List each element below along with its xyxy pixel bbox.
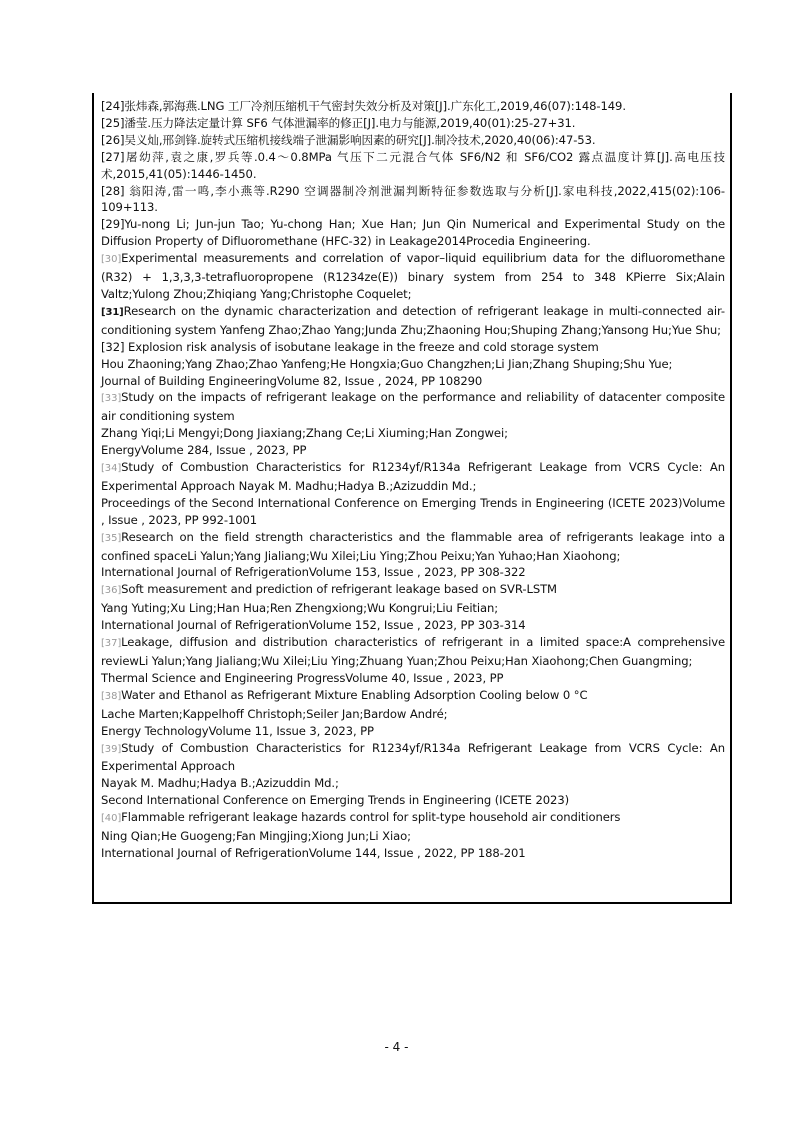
reference-number: [40] [101, 813, 122, 825]
reference-list [101, 98, 725, 862]
reference-text: International Journal of RefrigerationVolume 153, Issue , 2023, PP 308-322 [101, 565, 526, 580]
reference-line [101, 356, 725, 373]
reference-number: [36] [101, 585, 122, 597]
reference-text: [24]张炜森,郭海燕.LNG 工厂冷剂压缩机干气密封失效分析及对策[J].广东化工,2019,46(07):148-149. [101, 99, 626, 113]
reference-text: Research on the field strength characteristics and the flammable area of refrigerants leakage into a confined spaceLi Yalun;Yang Jialiang;Wu Xilei;Liu Ying;Zhou Peixu;Yan Yuhao;Han Xiaohong; [101, 529, 725, 563]
reference-item [101, 740, 725, 810]
reference-item [101, 132, 725, 149]
reference-number: [31] [101, 306, 124, 318]
reference-text: Hou Zhaoning;Yang Zhao;Zhao Yanfeng;He Hongxia;Guo Changzhen;Li Jian;Zhang Shuping;Shu Yue; [101, 356, 673, 371]
reference-text: Experimental measurements and correlation of vapor–liquid equilibrium data for the difluoromethane (R32) + 1,3,3,3-tetrafluoropropene (R1234ze(E)) binary system from 254 to 348 KPierre Six;Alain Valtz;Yulong Zhou;Zhiqiang Yang;Christophe Coquelet; [101, 251, 725, 301]
reference-line [101, 581, 725, 600]
reference-line [101, 792, 725, 809]
reference-line [101, 98, 725, 115]
reference-number: [37] [101, 638, 122, 650]
reference-line [101, 809, 725, 828]
reference-item [101, 809, 725, 862]
reference-line [101, 740, 725, 776]
reference-line [101, 373, 725, 390]
reference-text: International Journal of RefrigerationVolume 152, Issue , 2023, PP 303-314 [101, 618, 526, 633]
reference-text: Water and Ethanol as Refrigerant Mixture Enabling Adsorption Cooling below 0 °C [121, 687, 588, 702]
reference-text: Flammable refrigerant leakage hazards control for split-type household air conditioners [121, 810, 621, 825]
reference-number: [33] [101, 393, 122, 405]
reference-line [101, 216, 725, 250]
reference-line [101, 775, 725, 792]
reference-text: [26]吴义灿,邢剑锋.旋转式压缩机接线端子泄漏影响因素的研究[J].制冷技术,2020,40(06):47-53. [101, 132, 596, 147]
reference-item [101, 216, 725, 250]
reference-item [101, 183, 725, 217]
reference-line [101, 706, 725, 723]
reference-text: Second International Conference on Emerging Trends in Engineering (ICETE 2023) [101, 793, 570, 808]
reference-item [101, 339, 725, 390]
reference-item [101, 98, 725, 115]
reference-item [101, 115, 725, 132]
reference-text: [25]潘莹.压力降法定量计算 SF6 气体泄漏率的修正[J].电力与能源,2019,40(01):25-27+31. [101, 115, 576, 130]
reference-number: [34] [101, 463, 122, 475]
reference-text: [27]屠幼萍,袁之康,罗兵等.0.4～0.8MPa 气压下二元混合气体 SF6/N2 和 SF6/CO2 露点温度计算[J].高电压技术,2015,41(05):1446-1450. [101, 149, 725, 181]
reference-text: Proceedings of the Second International Conference on Emerging Trends in Engineering (ICETE 2023)Volume , Issue , 2023, PP 992-1001 [101, 495, 725, 527]
reference-line [101, 634, 725, 670]
reference-line [101, 529, 725, 565]
reference-line [101, 389, 725, 425]
reference-line [101, 459, 725, 495]
reference-text: Leakage, diffusion and distribution characteristics of refrigerant in a limited space:A comprehensive reviewLi Yalun;Yang Jialiang;Wu Xilei;Liu Ying;Zhuang Yuan;Zhou Peixu;Han Xiaohong;Chen Guangming; [101, 635, 725, 668]
reference-line [101, 425, 725, 442]
reference-text: Thermal Science and Engineering ProgressVolume 40, Issue , 2023, PP [101, 670, 504, 685]
reference-line [101, 617, 725, 634]
reference-number: [38] [101, 690, 122, 702]
reference-line [101, 183, 725, 217]
reference-item [101, 529, 725, 582]
reference-number: [39] [101, 743, 122, 755]
reference-text: Energy TechnologyVolume 11, Issue 3, 2023, PP [101, 723, 374, 738]
reference-text: Lache Marten;Kappelhoff Christoph;Seiler Jan;Bardow André; [101, 706, 448, 721]
reference-number: [35] [101, 532, 122, 544]
reference-line [101, 442, 725, 459]
page-number: - 4 - [384, 1040, 409, 1054]
reference-item [101, 634, 725, 687]
reference-text: [29]Yu-nong Li; Jun-jun Tao; Yu-chong Han; Xue Han; Jun Qin Numerical and Experimental Study on the Diffusion Property of Difluoromethane (HFC-32) in Leakage2014Procedia Engineering. [101, 217, 725, 249]
reference-text: Study of Combustion Characteristics for R1234yf/R134a Refrigerant Leakage from VCRS Cycle: An Experimental Approach [101, 740, 725, 774]
reference-text: Soft measurement and prediction of refrigerant leakage based on SVR-LSTM [121, 582, 557, 597]
reference-line [101, 564, 725, 581]
reference-text: Research on the dynamic characterization and detection of refrigerant leakage in multi-connected air-conditioning system Yanfeng Zhao;Zhao Yang;Junda Zhu;Zhaoning Hou;Shuping Zhang;Yansong Hu;Yue Shu; [101, 303, 725, 337]
reference-text: Study of Combustion Characteristics for R1234yf/R134a Refrigerant Leakage from VCRS Cycle: An Experimental Approach Nayak M. Madhu;Hadya B.;Azizuddin Md.; [101, 460, 725, 493]
reference-number: [30] [101, 254, 122, 266]
reference-text: EnergyVolume 284, Issue , 2023, PP [101, 443, 307, 458]
reference-line [101, 723, 725, 740]
reference-text: Nayak M. Madhu;Hadya B.;Azizuddin Md.; [101, 776, 339, 791]
reference-text: International Journal of RefrigerationVolume 144, Issue , 2022, PP 188-201 [101, 845, 526, 860]
reference-line [101, 828, 725, 845]
reference-line [101, 339, 725, 356]
reference-line [101, 250, 725, 303]
reference-text: [32] Explosion risk analysis of isobutane leakage in the freeze and cold storage system [101, 339, 599, 354]
reference-text: Yang Yuting;Xu Ling;Han Hua;Ren Zhengxiong;Wu Kongrui;Liu Feitian; [101, 601, 499, 616]
reference-text: Journal of Building EngineeringVolume 82, Issue , 2024, PP 108290 [101, 373, 483, 388]
reference-text: Ning Qian;He Guogeng;Fan Mingjing;Xiong Jun;Li Xiao; [101, 829, 411, 844]
reference-text: Zhang Yiqi;Li Mengyi;Dong Jiaxiang;Zhang Ce;Li Xiuming;Han Zongwei; [101, 426, 508, 441]
reference-line [101, 115, 725, 132]
reference-line [101, 149, 725, 183]
reference-line [101, 495, 725, 529]
reference-text: Study on the impacts of refrigerant leakage on the performance and reliability of datacenter composite air conditioning system [101, 390, 725, 424]
reference-item [101, 303, 725, 339]
reference-item [101, 687, 725, 740]
reference-item [101, 389, 725, 459]
reference-line [101, 670, 725, 687]
reference-line [101, 132, 725, 149]
reference-line [101, 845, 725, 862]
reference-item [101, 459, 725, 529]
reference-line [101, 600, 725, 617]
reference-line [101, 303, 725, 339]
reference-item [101, 250, 725, 303]
reference-text: [28] 翁阳涛,雷一鸣,李小燕等.R290 空调器制冷剂泄漏判断特征参数选取与分析[J].家电科技,2022,415(02):106-109+113. [101, 183, 725, 215]
reference-line [101, 687, 725, 706]
reference-item [101, 149, 725, 183]
reference-item [101, 581, 725, 634]
